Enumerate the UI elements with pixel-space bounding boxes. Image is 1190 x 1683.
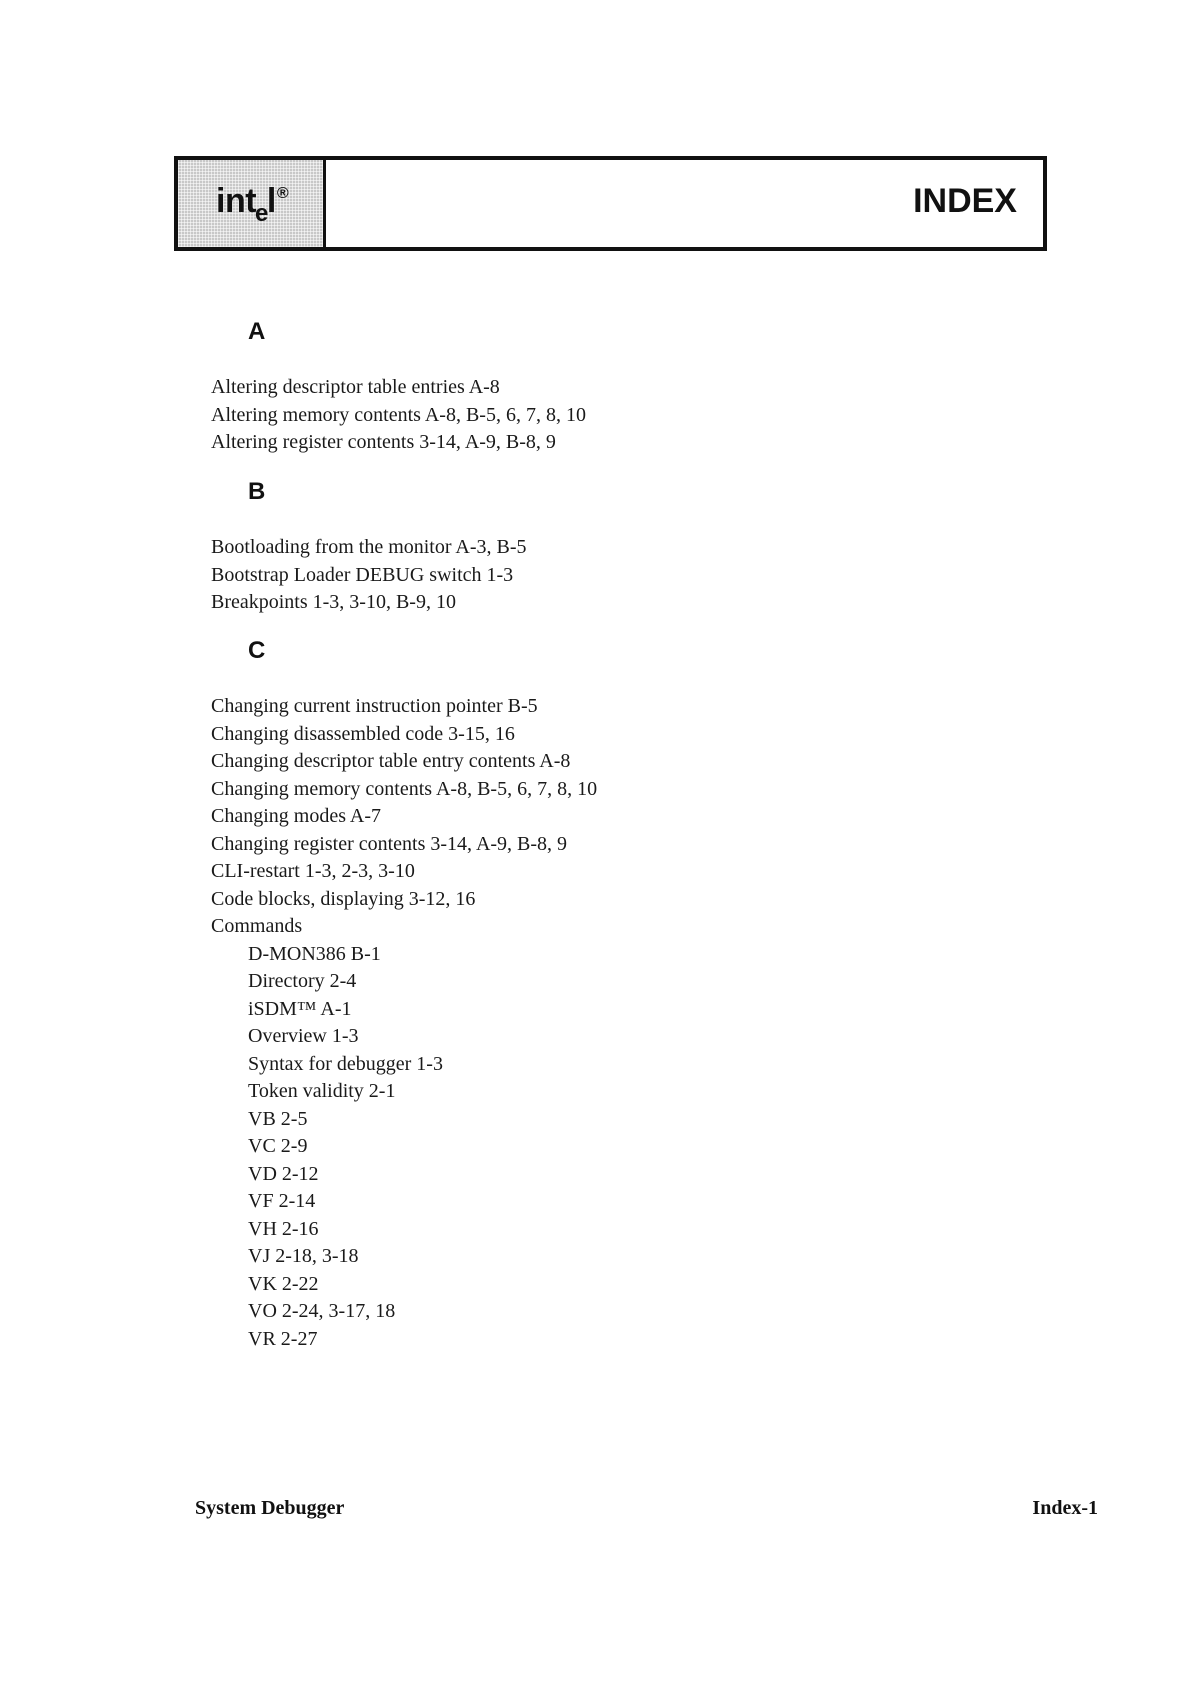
section-a-entries xyxy=(211,374,586,457)
index-subentry: VD 2-12 xyxy=(248,1162,319,1185)
index-subentry: Token validity 2-1 xyxy=(248,1080,396,1102)
index-entry: Changing modes A-7 xyxy=(211,805,381,827)
index-subentry: D-MON386 B-1 xyxy=(248,942,381,965)
index-entry: Changing register contents 3-14, A-9, B-8, 9 xyxy=(211,832,568,855)
index-entry: Altering memory contents A-8, B-5, 6, 7, 8, 10 xyxy=(211,403,586,426)
index-subentry: VF 2-14 xyxy=(248,1190,316,1212)
index-subentry: VB 2-5 xyxy=(248,1107,308,1130)
section-letter-b: B xyxy=(248,478,266,505)
index-entry: Changing current instruction pointer B-5 xyxy=(211,695,538,717)
section-letter-c: C xyxy=(248,637,266,664)
index-entry: Altering descriptor table entries A-8 xyxy=(211,376,500,398)
index-subentry: VJ 2-18, 3-18 xyxy=(248,1245,359,1267)
index-subentry: Syntax for debugger 1-3 xyxy=(248,1052,443,1075)
index-subentry: Overview 1-3 xyxy=(248,1025,359,1047)
index-subentry: iSDM™ A-1 xyxy=(248,997,352,1020)
index-subentry: Directory 2-4 xyxy=(248,970,357,992)
index-subentry: VO 2-24, 3-17, 18 xyxy=(248,1300,396,1322)
section-b-entries xyxy=(211,534,527,617)
section-c-entries xyxy=(211,693,597,1353)
intel-logo xyxy=(178,160,326,247)
page-title: INDEX xyxy=(913,182,1017,220)
index-entry: Breakpoints 1-3, 3-10, B-9, 10 xyxy=(211,591,456,613)
index-entry: Bootstrap Loader DEBUG switch 1-3 xyxy=(211,563,514,586)
index-entry: Code blocks, displaying 3-12, 16 xyxy=(211,887,476,910)
index-subentry: VK 2-22 xyxy=(248,1272,319,1295)
index-entry: Bootloading from the monitor A-3, B-5 xyxy=(211,536,527,558)
chapter-header xyxy=(174,156,1047,251)
intel-logo-text: int$_e$l® xyxy=(216,182,289,227)
index-subentry: VC 2-9 xyxy=(248,1135,308,1157)
section-letter-a: A xyxy=(248,318,266,345)
index-entry: Changing descriptor table entry contents A-8 xyxy=(211,750,571,772)
index-entry: Changing disassembled code 3-15, 16 xyxy=(211,722,515,745)
index-entry: CLI-restart 1-3, 2-3, 3-10 xyxy=(211,860,415,882)
index-subentry: VR 2-27 xyxy=(248,1327,318,1350)
index-entry: Commands xyxy=(211,915,303,937)
footer-book-title: System Debugger xyxy=(195,1497,345,1519)
footer-page-number: Index-1 xyxy=(1032,1497,1098,1519)
index-subentry: VH 2-16 xyxy=(248,1217,319,1240)
index-entry: Altering register contents 3-14, A-9, B-8, 9 xyxy=(211,431,556,453)
index-entry: Changing memory contents A-8, B-5, 6, 7, 8, 10 xyxy=(211,777,598,800)
